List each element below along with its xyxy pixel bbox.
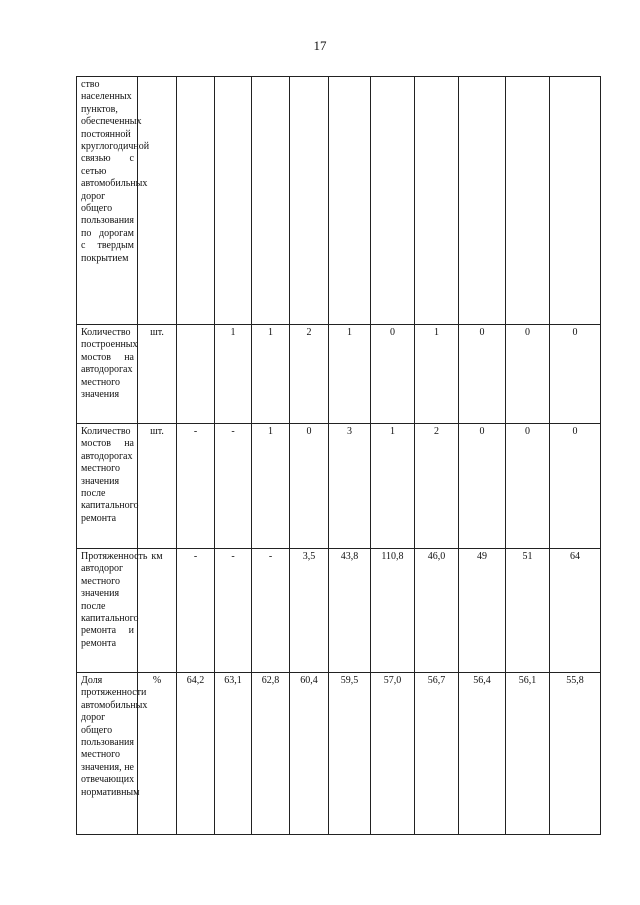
indicators-table bbox=[76, 76, 601, 835]
table-row bbox=[77, 673, 601, 835]
value-cell: 0 bbox=[290, 424, 329, 549]
value-cell: 1 bbox=[252, 325, 290, 424]
value-cell: 62,8 bbox=[252, 673, 290, 835]
value-cell: 64,2 bbox=[177, 673, 215, 835]
value-cell bbox=[177, 325, 215, 424]
value-cell: 64 bbox=[550, 549, 601, 673]
value-cell: 1 bbox=[371, 424, 415, 549]
indicator-name: ство населенных пунктов, обеспеченных постоянной круглогодичной связью с сетью автомобильных дорог общего пользования по дорогам с твердым покрытием bbox=[77, 77, 138, 325]
value-cell: 63,1 bbox=[215, 673, 252, 835]
value-cell: 1 bbox=[215, 325, 252, 424]
value-cell: 59,5 bbox=[329, 673, 371, 835]
value-cell bbox=[177, 77, 215, 325]
value-cell: - bbox=[177, 424, 215, 549]
value-cell: - bbox=[215, 424, 252, 549]
value-cell bbox=[252, 77, 290, 325]
value-cell bbox=[506, 77, 550, 325]
value-cell bbox=[371, 77, 415, 325]
value-cell: - bbox=[252, 549, 290, 673]
value-cell bbox=[329, 77, 371, 325]
table-row bbox=[77, 424, 601, 549]
indicator-name: Количество построенных мостов на автодорогах местного значения bbox=[77, 325, 138, 424]
value-cell: 0 bbox=[506, 424, 550, 549]
value-cell: 56,4 bbox=[459, 673, 506, 835]
value-cell bbox=[550, 77, 601, 325]
value-cell: 57,0 bbox=[371, 673, 415, 835]
value-cell: 0 bbox=[506, 325, 550, 424]
value-cell: 0 bbox=[550, 325, 601, 424]
table-row bbox=[77, 77, 601, 325]
value-cell: - bbox=[215, 549, 252, 673]
value-cell bbox=[290, 77, 329, 325]
value-cell: 110,8 bbox=[371, 549, 415, 673]
value-cell: 43,8 bbox=[329, 549, 371, 673]
value-cell: 51 bbox=[506, 549, 550, 673]
value-cell: 1 bbox=[252, 424, 290, 549]
unit-cell bbox=[138, 77, 177, 325]
value-cell: 56,7 bbox=[415, 673, 459, 835]
value-cell: 2 bbox=[415, 424, 459, 549]
table-row bbox=[77, 325, 601, 424]
value-cell: 3 bbox=[329, 424, 371, 549]
unit-cell: шт. bbox=[138, 424, 177, 549]
value-cell: 0 bbox=[459, 424, 506, 549]
value-cell: - bbox=[177, 549, 215, 673]
indicator-name: Количество мостов на автодорогах местного значения после капитального ремонта bbox=[77, 424, 138, 549]
unit-cell: % bbox=[138, 673, 177, 835]
value-cell: 1 bbox=[329, 325, 371, 424]
page-number: 17 bbox=[313, 38, 327, 53]
indicator-name: Протяженность автодорог местного значения после капитального ремонта и ремонта bbox=[77, 549, 138, 673]
indicator-name: Доля протяженности автомобильных дорог общего пользования местного значения, не отвечающих нормативным bbox=[77, 673, 138, 835]
value-cell: 56,1 bbox=[506, 673, 550, 835]
table-row bbox=[77, 549, 601, 673]
value-cell: 3,5 bbox=[290, 549, 329, 673]
value-cell bbox=[215, 77, 252, 325]
value-cell: 49 bbox=[459, 549, 506, 673]
unit-cell: км bbox=[138, 549, 177, 673]
value-cell: 0 bbox=[550, 424, 601, 549]
value-cell: 60,4 bbox=[290, 673, 329, 835]
value-cell: 1 bbox=[415, 325, 459, 424]
unit-cell: шт. bbox=[138, 325, 177, 424]
value-cell: 0 bbox=[371, 325, 415, 424]
value-cell: 0 bbox=[459, 325, 506, 424]
value-cell: 55,8 bbox=[550, 673, 601, 835]
value-cell: 2 bbox=[290, 325, 329, 424]
value-cell: 46,0 bbox=[415, 549, 459, 673]
value-cell bbox=[415, 77, 459, 325]
value-cell bbox=[459, 77, 506, 325]
